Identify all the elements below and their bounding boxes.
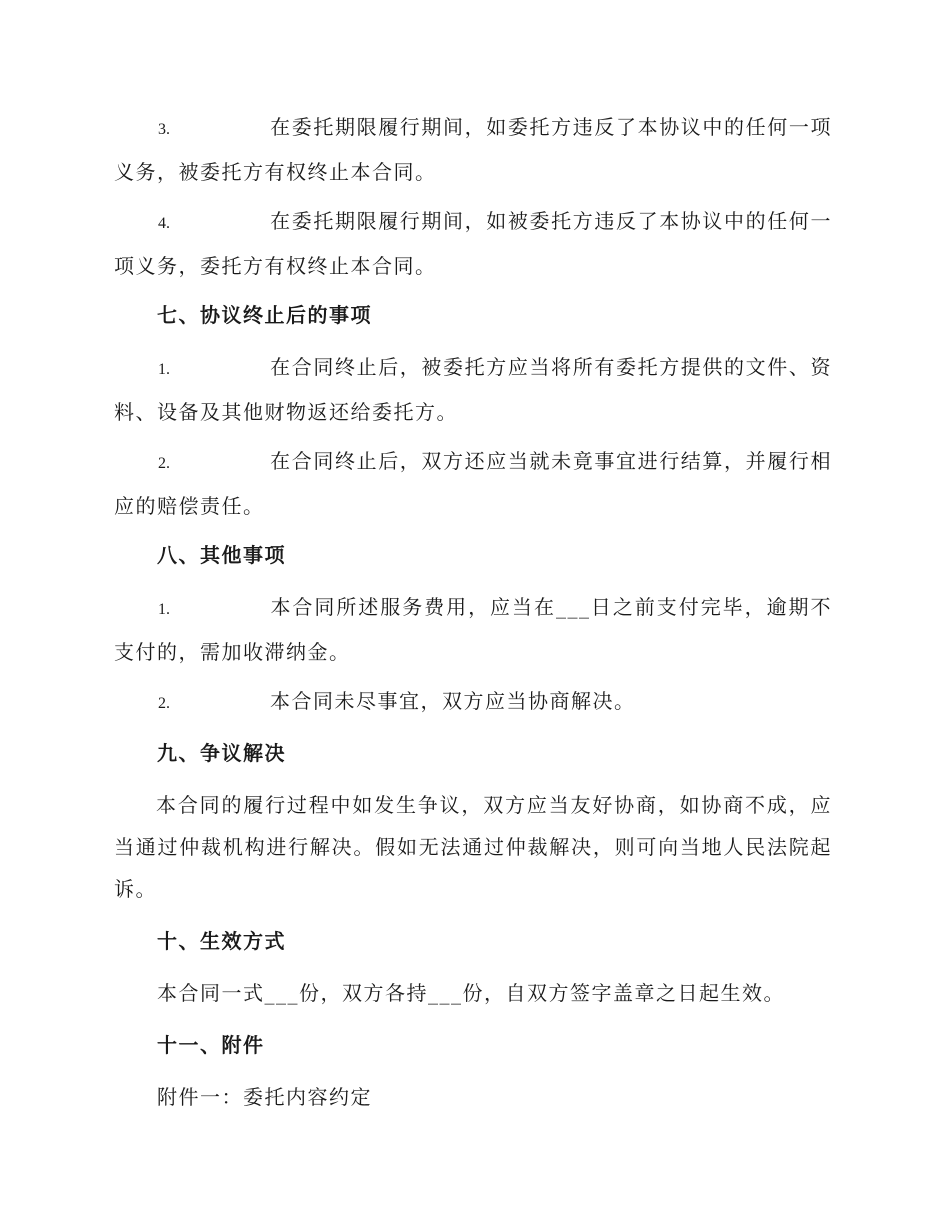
clause-number: 1.	[158, 601, 170, 618]
clause-8-2	[114, 680, 832, 725]
clause-6-4	[114, 200, 832, 287]
clause-7-2	[114, 440, 832, 527]
clause-text: 在合同终止后，被委托方应当将所有委托方提供的文件、资料、设备及其他财物返还给委托方。	[114, 355, 832, 424]
clause-number: 4.	[158, 215, 170, 232]
clause-6-3	[114, 106, 832, 193]
clause-number: 2.	[158, 695, 170, 712]
section-heading-11: 十一、附件	[157, 1033, 265, 1057]
section-heading-9: 九、争议解决	[157, 741, 286, 765]
clause-8-1	[114, 586, 832, 673]
clause-text: 本合同未尽事宜，双方应当协商解决。	[270, 689, 636, 713]
clause-text: 在委托期限履行期间，如被委托方违反了本协议中的任何一项义务，委托方有权终止本合同。	[114, 209, 832, 278]
dispute-resolution-text: 本合同的履行过程中如发生争议，双方应当友好协商，如协商不成，应当通过仲裁机构进行解决。假如无法通过仲裁解决，则可向当地人民法院起诉。	[114, 793, 832, 901]
clause-text: 在委托期限履行期间，如委托方违反了本协议中的任何一项义务，被委托方有权终止本合同。	[114, 115, 832, 184]
section-heading-8: 八、其他事项	[157, 543, 286, 567]
section-heading-10: 十、生效方式	[157, 929, 286, 953]
clause-number: 1.	[158, 361, 170, 378]
clause-number: 2.	[158, 455, 170, 472]
clause-7-1	[114, 346, 832, 433]
clause-number: 3.	[158, 121, 170, 138]
clause-text: 本合同所述服务费用，应当在___日之前支付完毕，逾期不支付的，需加收滞纳金。	[114, 595, 832, 664]
clause-text: 在合同终止后，双方还应当就未竟事宜进行结算，并履行相应的赔偿责任。	[114, 449, 832, 518]
effectiveness-text: 本合同一式___份，双方各持___份，自双方签字盖章之日起生效。	[157, 981, 785, 1005]
attachment-text: 附件一：委托内容约定	[157, 1085, 372, 1109]
section-heading-7: 七、协议终止后的事项	[157, 303, 372, 327]
